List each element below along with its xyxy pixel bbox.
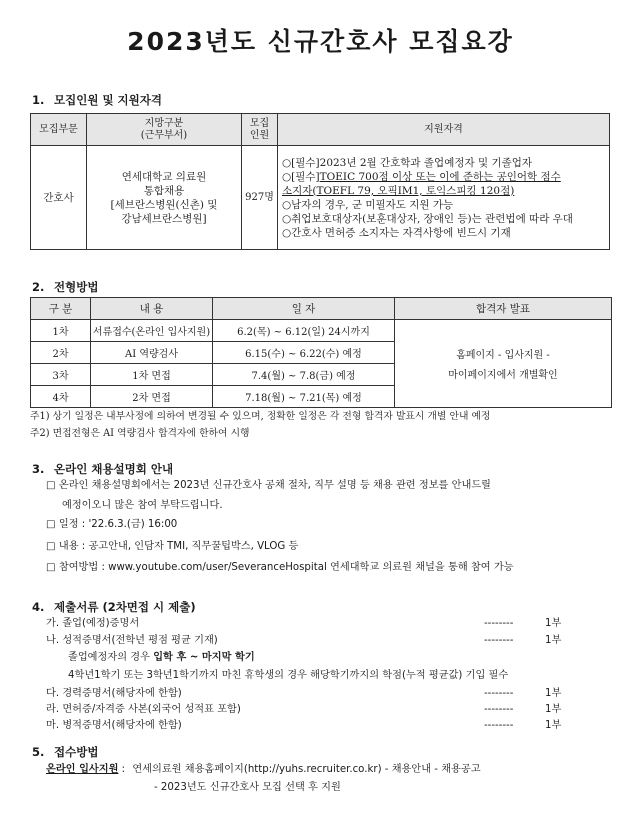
briefing-intro-cont: 예정이오니 많은 참여 부탁드립니다.: [62, 500, 223, 511]
doc-career-qty: 1부: [545, 688, 562, 699]
content-2: AI 역량검사: [91, 342, 213, 364]
section-1-title: 모집인원 및 지원자격: [54, 93, 162, 107]
doc-transcript-note-1b: 입학 후 ~ 마지막 학기: [153, 652, 255, 663]
cell-dept: 간호사: [31, 146, 87, 250]
th-qualification: 지원자격: [278, 114, 610, 146]
doc-transcript-qty: 1부: [545, 635, 562, 646]
doc-license-dash: --------: [484, 704, 514, 715]
doc-transcript: 나. 성적증명서(전학년 평점 평균 기재): [46, 635, 218, 646]
doc-license: 라. 면허증/자격증 사본(외국어 성적표 포함): [46, 704, 241, 715]
note-1: 주1) 상기 일정은 내부사정에 의하여 변경될 수 있으며, 정확한 일정은 각 전형 합격자 발표시 개별 안내 예정: [30, 411, 491, 422]
section-2-title: 전형방법: [54, 280, 99, 294]
doc-military-qty: 1부: [545, 720, 562, 731]
qual-line-2: [282, 170, 605, 184]
th-date: 일 자: [213, 298, 395, 320]
th-result: 합격자 발표: [395, 298, 612, 320]
doc-graduation-qty: 1부: [545, 618, 562, 629]
section-1-number: 1.: [32, 93, 45, 107]
stage-3: 3차: [31, 364, 91, 386]
briefing-intro: □ 온라인 채용설명회에서는 2023년 신규간호사 공채 절차, 직무 설명 등 채용 관련 정보를 안내드릴: [46, 480, 492, 491]
section-2-number: 2.: [32, 280, 45, 294]
date-2: 6.15(수) ~ 6.22(수) 예정: [213, 342, 395, 364]
doc-transcript-note-1a: 졸업예정자의 경우: [68, 652, 154, 663]
qual-line-3: 소지자(TOEFL 79, 오픽IM1, 토익스피킹 120점): [282, 184, 515, 197]
section-4-heading: [32, 599, 196, 615]
section-3-heading: [32, 461, 173, 477]
selection-table: [30, 297, 612, 408]
doc-graduation: 가. 졸업(예정)증명서: [46, 618, 140, 629]
th-count: 모집 인원: [242, 114, 278, 146]
section-2-heading: [32, 279, 98, 295]
qual-line-6: ○간호사 면허증 소지자는 자격사항에 빈드시 기재: [282, 226, 511, 239]
doc-license-qty: 1부: [545, 704, 562, 715]
apply-colon: :: [118, 764, 126, 775]
date-3: 7.4(월) ~ 7.8(금) 예정: [213, 364, 395, 386]
cell-qualifications: [278, 146, 610, 250]
content-4: 2차 면접: [91, 386, 213, 408]
cell-hospital: [87, 146, 242, 250]
hospital-line-2: 통합채용: [143, 184, 185, 197]
hospital-line-1: 연세대학교 의료원: [121, 170, 207, 183]
section-4-title: 제출서류 (2차면접 시 제출): [54, 600, 196, 614]
page-title: 2023년도 신규간호사 모집요강: [127, 27, 514, 56]
stage-1: 1차: [31, 320, 91, 342]
section-5-title: 접수방법: [54, 745, 99, 759]
hospital-line-3: [세브란스병원(신촌) 및: [110, 198, 218, 211]
th-stage: 구 분: [31, 298, 91, 320]
doc-graduation-dash: --------: [484, 618, 514, 629]
th-dept: 모집부문: [31, 114, 87, 146]
date-1: 6.2(목) ~ 6.12(일) 24시까지: [213, 320, 395, 342]
doc-transcript-dash: --------: [484, 635, 514, 646]
section-5-heading: [32, 744, 98, 760]
qual-line-2-body: TOEIC 700점 이상 또는 이에 준하는 공인어학 점수: [319, 170, 561, 183]
section-3-number: 3.: [32, 462, 45, 476]
th-content: 내 용: [91, 298, 213, 320]
apply-line-1: [46, 763, 481, 777]
qual-line-5: ○취업보호대상자(보훈대상자, 장애인 등)는 관련법에 따라 우대: [282, 212, 573, 225]
qual-line-2-prefix: ○[필수]: [282, 170, 320, 183]
doc-career-dash: --------: [484, 688, 514, 699]
doc-career: 다. 경력증명서(해당자에 한함): [46, 688, 182, 699]
result-line-1: 홈페이지 - 입사지원 -: [456, 350, 550, 361]
briefing-schedule: □ 일정 : '22.6.3.(금) 16:00: [46, 519, 178, 530]
stage-4: 4차: [31, 386, 91, 408]
doc-transcript-note-1: [68, 651, 255, 665]
doc-military-dash: --------: [484, 720, 514, 731]
cell-count: 927명: [242, 146, 278, 250]
apply-label: 온라인 입사지원: [46, 764, 119, 775]
note-2: 주2) 면접전형은 AI 역량검사 합격자에 한하여 시행: [30, 428, 250, 439]
result-line-2: 마이페이지에서 개별확인: [448, 370, 558, 381]
apply-text-2: - 2023년도 신규간호사 모집 선택 후 지원: [154, 782, 341, 793]
section-1-heading: [32, 92, 162, 108]
th-hospital: 지망구분 (근무부서): [87, 114, 242, 146]
date-4: 7.18(월) ~ 7.21(목) 예정: [213, 386, 395, 408]
apply-text-1: 연세의료원 채용홈페이지(http://yuhs.recruiter.co.kr) - 채용안내 - 채용공고: [132, 764, 481, 775]
briefing-method: □ 참여방법 : www.youtube.com/user/SeveranceHospital 연세대학교 의료원 채널을 통해 참여 가능: [46, 562, 514, 573]
content-1: 서류접수(온라인 입사지원): [91, 320, 213, 342]
content-3: 1차 면접: [91, 364, 213, 386]
qual-line-1: ○[필수]2023년 2월 간호학과 졸업예정자 및 기졸업자: [282, 156, 533, 169]
doc-transcript-note-2: 4학년1학기 또는 3학년1학기까지 마친 휴학생의 경우 해당학기까지의 학점(누적 평균값) 기입 필수: [68, 670, 509, 681]
result-cell: [395, 320, 612, 408]
section-4-number: 4.: [32, 600, 45, 614]
stage-2: 2차: [31, 342, 91, 364]
recruitment-table: [30, 113, 610, 250]
doc-military: 마. 병적증명서(해당자에 한함): [46, 720, 182, 731]
section-3-title: 온라인 채용설명회 안내: [54, 462, 174, 476]
hospital-line-4: 강남세브란스병원]: [121, 212, 207, 225]
qual-line-4: ○남자의 경우, 군 미필자도 지원 가능: [282, 198, 454, 211]
section-5-number: 5.: [32, 745, 45, 759]
briefing-content: □ 내용 : 공고안내, 인담자 TMI, 직무꿀팁박스, VLOG 등: [46, 541, 299, 552]
